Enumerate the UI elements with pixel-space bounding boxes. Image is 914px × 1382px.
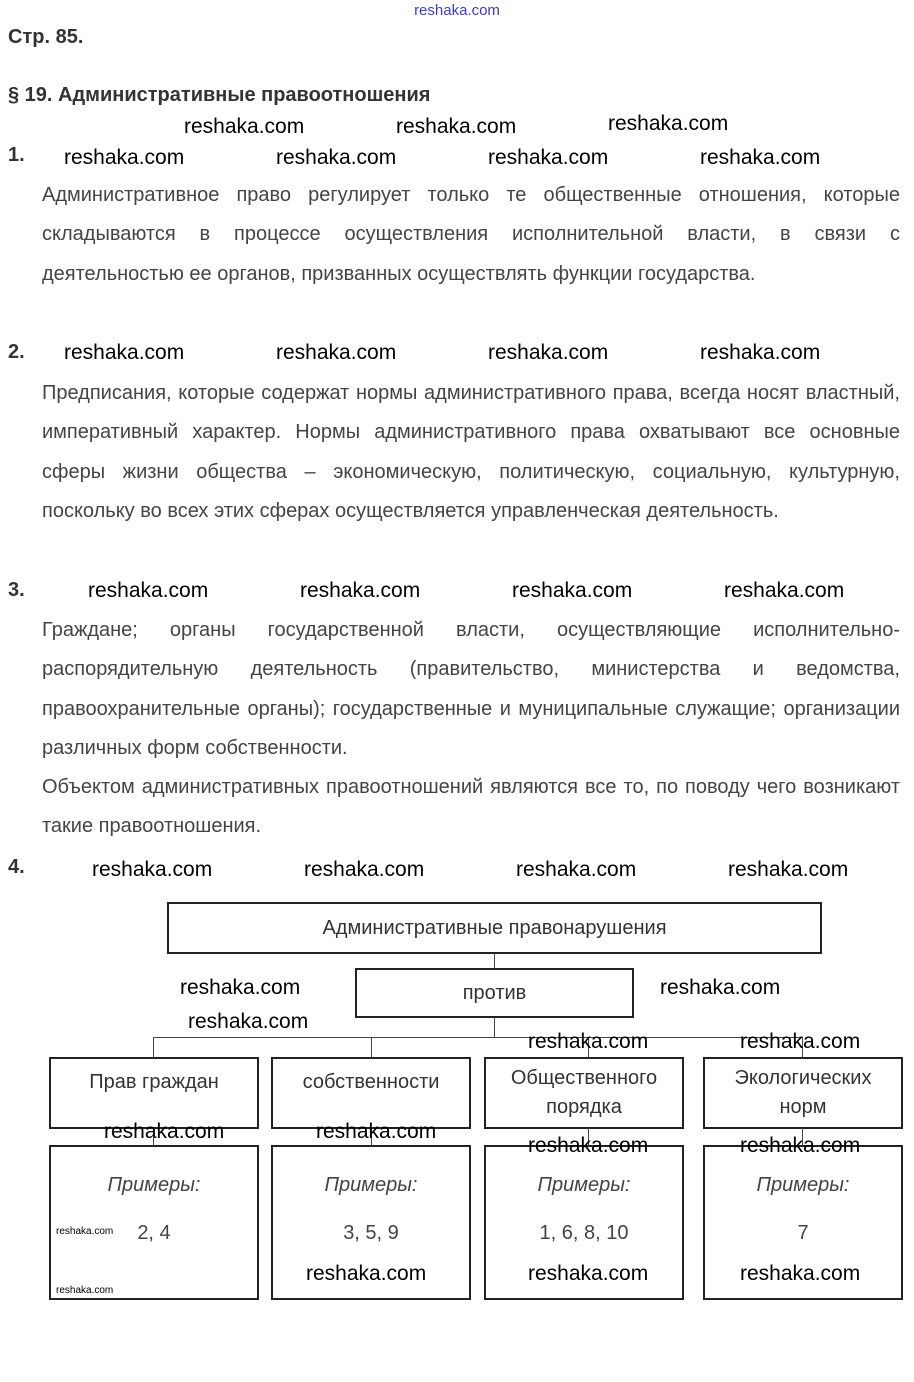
watermark-text: reshaka.com: [528, 1262, 649, 1285]
watermark-text: reshaka.com: [740, 1134, 861, 1157]
watermark-text: reshaka.com: [528, 1134, 649, 1157]
connector-line: [153, 1037, 154, 1057]
section-heading: § 19. Административные правоотношения: [8, 84, 431, 106]
category-box-property: [271, 1057, 471, 1129]
watermark-text: reshaka.com: [528, 1030, 649, 1053]
task-3-answer-object: Объектом административных правоотношений являются все то, по поводу чего возникают такие правоотношения.: [42, 776, 900, 838]
watermark-text: reshaka.com: [104, 1120, 225, 1143]
watermark-text: reshaka.com: [488, 146, 609, 169]
watermark-text: reshaka.com: [304, 858, 425, 881]
examples-value: 7: [797, 1222, 809, 1244]
category-box-public-order: [484, 1057, 684, 1129]
task-2-answer: Предписания, которые содержат нормы административного права, всегда носят властный, императивный характер. Нормы административного права охватывают все основные сферы жизни общества – экономическую, политическую, социальную, культурную, поскольку во всех этих сферах осуществляется управленческая деятельность.: [42, 382, 900, 522]
examples-label: Примеры:: [537, 1174, 631, 1196]
watermark-text: reshaka.com: [306, 1262, 427, 1285]
watermark-text: reshaka.com: [180, 976, 301, 999]
watermark-text: reshaka.com: [740, 1262, 861, 1285]
watermark-text: reshaka.com: [608, 112, 729, 135]
diagram-middle-box: [355, 968, 634, 1018]
connector-line: [494, 1017, 495, 1037]
examples-label: Примеры:: [324, 1174, 418, 1196]
watermark-text: reshaka.com: [660, 976, 781, 999]
task-number-2: 2.: [8, 341, 25, 363]
watermark-text: reshaka.com: [488, 341, 609, 364]
watermark-text: reshaka.com: [88, 579, 209, 602]
watermark-text: reshaka.com: [188, 1010, 309, 1033]
examples-label: Примеры:: [107, 1174, 201, 1196]
examples-value: 3, 5, 9: [343, 1222, 399, 1244]
task-number-3: 3.: [8, 579, 25, 601]
connector-line: [371, 1037, 372, 1057]
connector-line: [153, 1037, 803, 1038]
watermark-text: reshaka.com: [316, 1120, 437, 1143]
watermark-text: reshaka.com: [740, 1030, 861, 1053]
watermark-text: reshaka.com: [396, 115, 517, 138]
task-number-1: 1.: [8, 144, 25, 166]
watermark-text: reshaka.com: [92, 858, 213, 881]
watermark-text: reshaka.com: [276, 341, 397, 364]
watermark-text: reshaka.com: [64, 341, 185, 364]
task-1-answer: Административное право регулирует только те общественные отношения, которые складываются в процессе осуществления исполнительной власти, в связи с деятельностью ее органов, призванных осуществлять функции государства.: [42, 184, 900, 285]
category-box-citizens-rights: [49, 1057, 259, 1129]
watermark-text: reshaka.com: [64, 146, 185, 169]
watermark-text: reshaka.com: [512, 579, 633, 602]
task-3-answer-block: [42, 611, 900, 847]
watermark-text: reshaka.com: [724, 579, 845, 602]
watermark-text: reshaka.com: [728, 858, 849, 881]
diagram-root-label: Административные правонарушения: [322, 916, 667, 939]
category-label: Прав граждан: [89, 1071, 219, 1093]
task-3-answer: Граждане; органы государственной власти, осуществляющие исполнительно-распорядительную деятельность (правительство, министерства и ведомства, правоохранительные органы); государственные и муниципальные служащие; организации различных форм собственности.: [42, 619, 900, 759]
diagram-middle-label: против: [462, 981, 527, 1004]
site-watermark[interactable]: reshaka.com: [414, 2, 500, 19]
watermark-text: reshaka.com: [700, 341, 821, 364]
examples-label: Примеры:: [756, 1174, 850, 1196]
watermark-text: reshaka.com: [516, 858, 637, 881]
category-label: Общественного порядка: [510, 1067, 658, 1118]
category-label: собственности: [302, 1071, 440, 1093]
watermark-text: reshaka.com: [56, 1226, 114, 1237]
watermark-text: reshaka.com: [300, 579, 421, 602]
watermark-text: reshaka.com: [184, 115, 305, 138]
category-box-ecological-norms: [703, 1057, 903, 1129]
page-label: Стр. 85.: [8, 26, 84, 48]
examples-value: 2, 4: [137, 1222, 171, 1244]
examples-value: 1, 6, 8, 10: [539, 1222, 629, 1244]
category-label: Экологических норм: [734, 1067, 872, 1118]
watermark-text: reshaka.com: [276, 146, 397, 169]
task-number-4: 4.: [8, 856, 25, 878]
diagram-root-box: [167, 902, 822, 954]
watermark-text: reshaka.com: [700, 146, 821, 169]
connector-line: [494, 953, 495, 969]
watermark-text: reshaka.com: [56, 1285, 114, 1296]
